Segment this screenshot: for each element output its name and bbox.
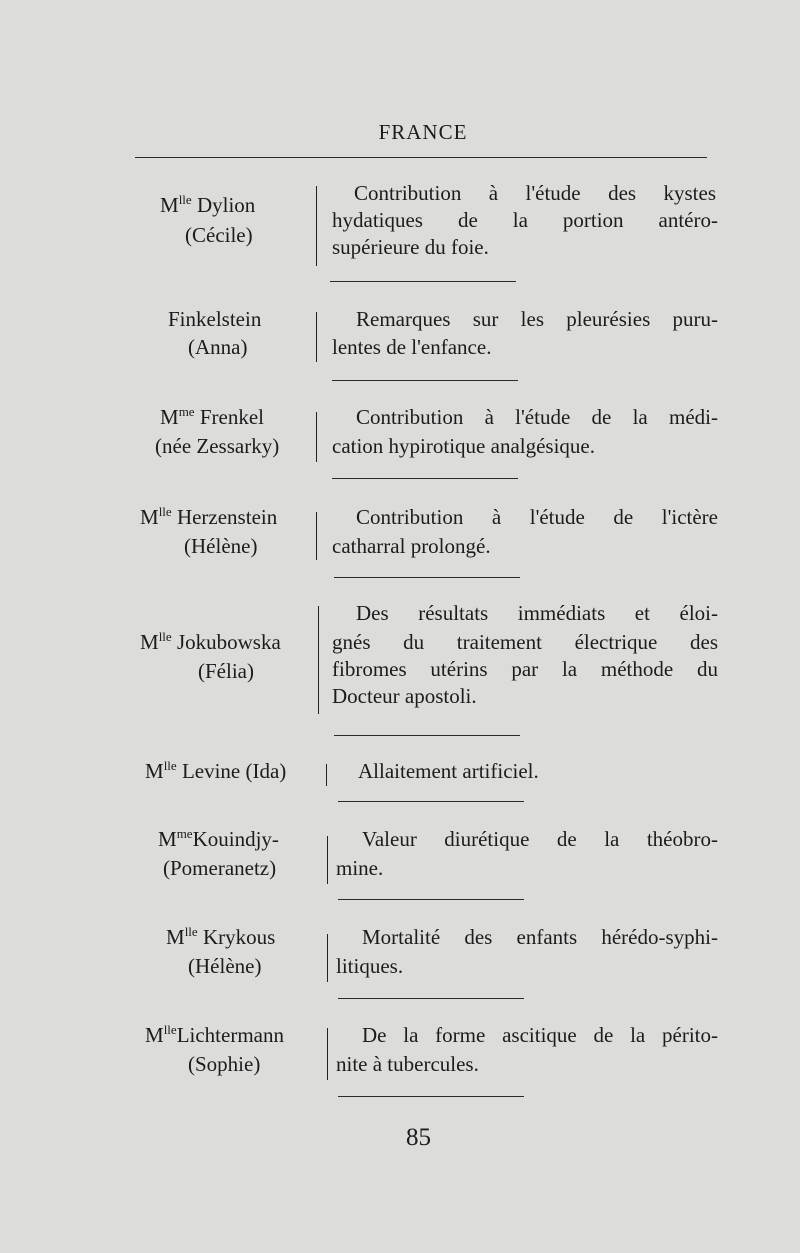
author-given-name: (Pomeranetz) bbox=[163, 856, 277, 880]
thesis-title: Valeur diurétique de la théobro- bbox=[362, 827, 718, 851]
entry-separator bbox=[332, 478, 518, 479]
vertical-bar bbox=[318, 606, 319, 714]
author-given-name: (Cécile) bbox=[185, 223, 253, 247]
page-header: FRANCE bbox=[378, 120, 468, 144]
thesis-entry bbox=[0, 758, 800, 788]
thesis-title: Contribution à l'étude des kystes bbox=[354, 181, 716, 205]
author-name bbox=[160, 192, 255, 219]
thesis-title: Contribution à l'étude de l'ictère bbox=[356, 505, 718, 529]
thesis-title-cont: cation hypirotique analgésique. bbox=[332, 434, 596, 458]
thesis-title-cont: catharral prolongé. bbox=[332, 534, 491, 558]
author-name: $M^{lle}$ Krykous bbox=[166, 924, 276, 949]
thesis-entry bbox=[0, 600, 800, 720]
entry-separator bbox=[334, 735, 520, 736]
author-given-name: (Félia) bbox=[198, 659, 254, 683]
page-number: 85 bbox=[406, 1124, 431, 1151]
thesis-entry bbox=[0, 306, 800, 366]
thesis-entry bbox=[0, 1022, 800, 1082]
thesis-title-cont: nite à tubercules. bbox=[336, 1052, 479, 1076]
author-title: M bbox=[160, 193, 179, 217]
entry-separator bbox=[334, 577, 520, 578]
thesis-entry bbox=[0, 504, 800, 564]
author-name: $M^{lle}$ Jokubowska bbox=[140, 629, 281, 654]
thesis-title-cont: gnés du traitement électrique des fibromes utérins par la méthode du Docteur apostoli. bbox=[332, 630, 718, 708]
author-name: $M^{lle}$ Herzenstein bbox=[140, 504, 278, 529]
author-given-name: (née Zessarky) bbox=[155, 434, 280, 458]
entry-separator bbox=[338, 899, 524, 900]
author-name: $M^{lle}Lichtermann$ bbox=[145, 1022, 284, 1047]
thesis-title: Des résultats immédiats et éloi- bbox=[356, 601, 718, 625]
thesis-entry bbox=[0, 826, 800, 886]
entry-separator bbox=[330, 281, 516, 282]
author-name: $M^{lle}$ Levine (Ida) bbox=[145, 758, 287, 783]
thesis-title: Remarques sur les pleurésies puru- bbox=[356, 307, 718, 331]
entry-separator bbox=[338, 801, 524, 802]
thesis-title: Contribution à l'étude de la médi- bbox=[356, 405, 718, 429]
author-surname: Finkelstein bbox=[168, 307, 262, 331]
thesis-title: De la forme ascitique de la périto- bbox=[362, 1023, 718, 1047]
author-title-sup: lle bbox=[178, 192, 192, 207]
author-given-name: (Anna) bbox=[188, 335, 248, 359]
vertical-bar bbox=[327, 1028, 328, 1080]
entry-separator bbox=[338, 1096, 524, 1097]
thesis-title-cont: litiques. bbox=[336, 954, 404, 978]
author-name: $M^{me}$ Frenkel bbox=[160, 404, 264, 429]
thesis-entry bbox=[0, 180, 800, 270]
thesis-title-cont: mine. bbox=[336, 856, 384, 880]
entry-separator bbox=[338, 998, 524, 999]
vertical-bar bbox=[327, 836, 328, 884]
vertical-bar bbox=[316, 186, 317, 266]
vertical-bar bbox=[327, 934, 328, 982]
vertical-bar bbox=[316, 412, 317, 462]
author-given-name: (Hélène) bbox=[184, 534, 258, 558]
author-surname: Dylion bbox=[196, 193, 256, 217]
entry-separator bbox=[332, 380, 518, 381]
thesis-title: Allaitement artificiel. bbox=[358, 759, 539, 783]
author-name: $M^{me}Kouindjy-$ bbox=[158, 826, 279, 851]
author-given-name: (Sophie) bbox=[188, 1052, 261, 1076]
author-given-name: (Hélène) bbox=[188, 954, 262, 978]
thesis-entry bbox=[0, 404, 800, 464]
vertical-bar bbox=[326, 764, 327, 786]
thesis-title: Mortalité des enfants hérédo-syphi- bbox=[362, 925, 718, 949]
thesis-title-cont: lentes de l'enfance. bbox=[332, 335, 492, 359]
thesis-entry bbox=[0, 924, 800, 984]
thesis-title-cont: hydatiques de la portion antéro- supérieure du foie. bbox=[332, 208, 718, 259]
header-rule bbox=[135, 157, 707, 158]
vertical-bar bbox=[316, 312, 317, 362]
vertical-bar bbox=[316, 512, 317, 560]
